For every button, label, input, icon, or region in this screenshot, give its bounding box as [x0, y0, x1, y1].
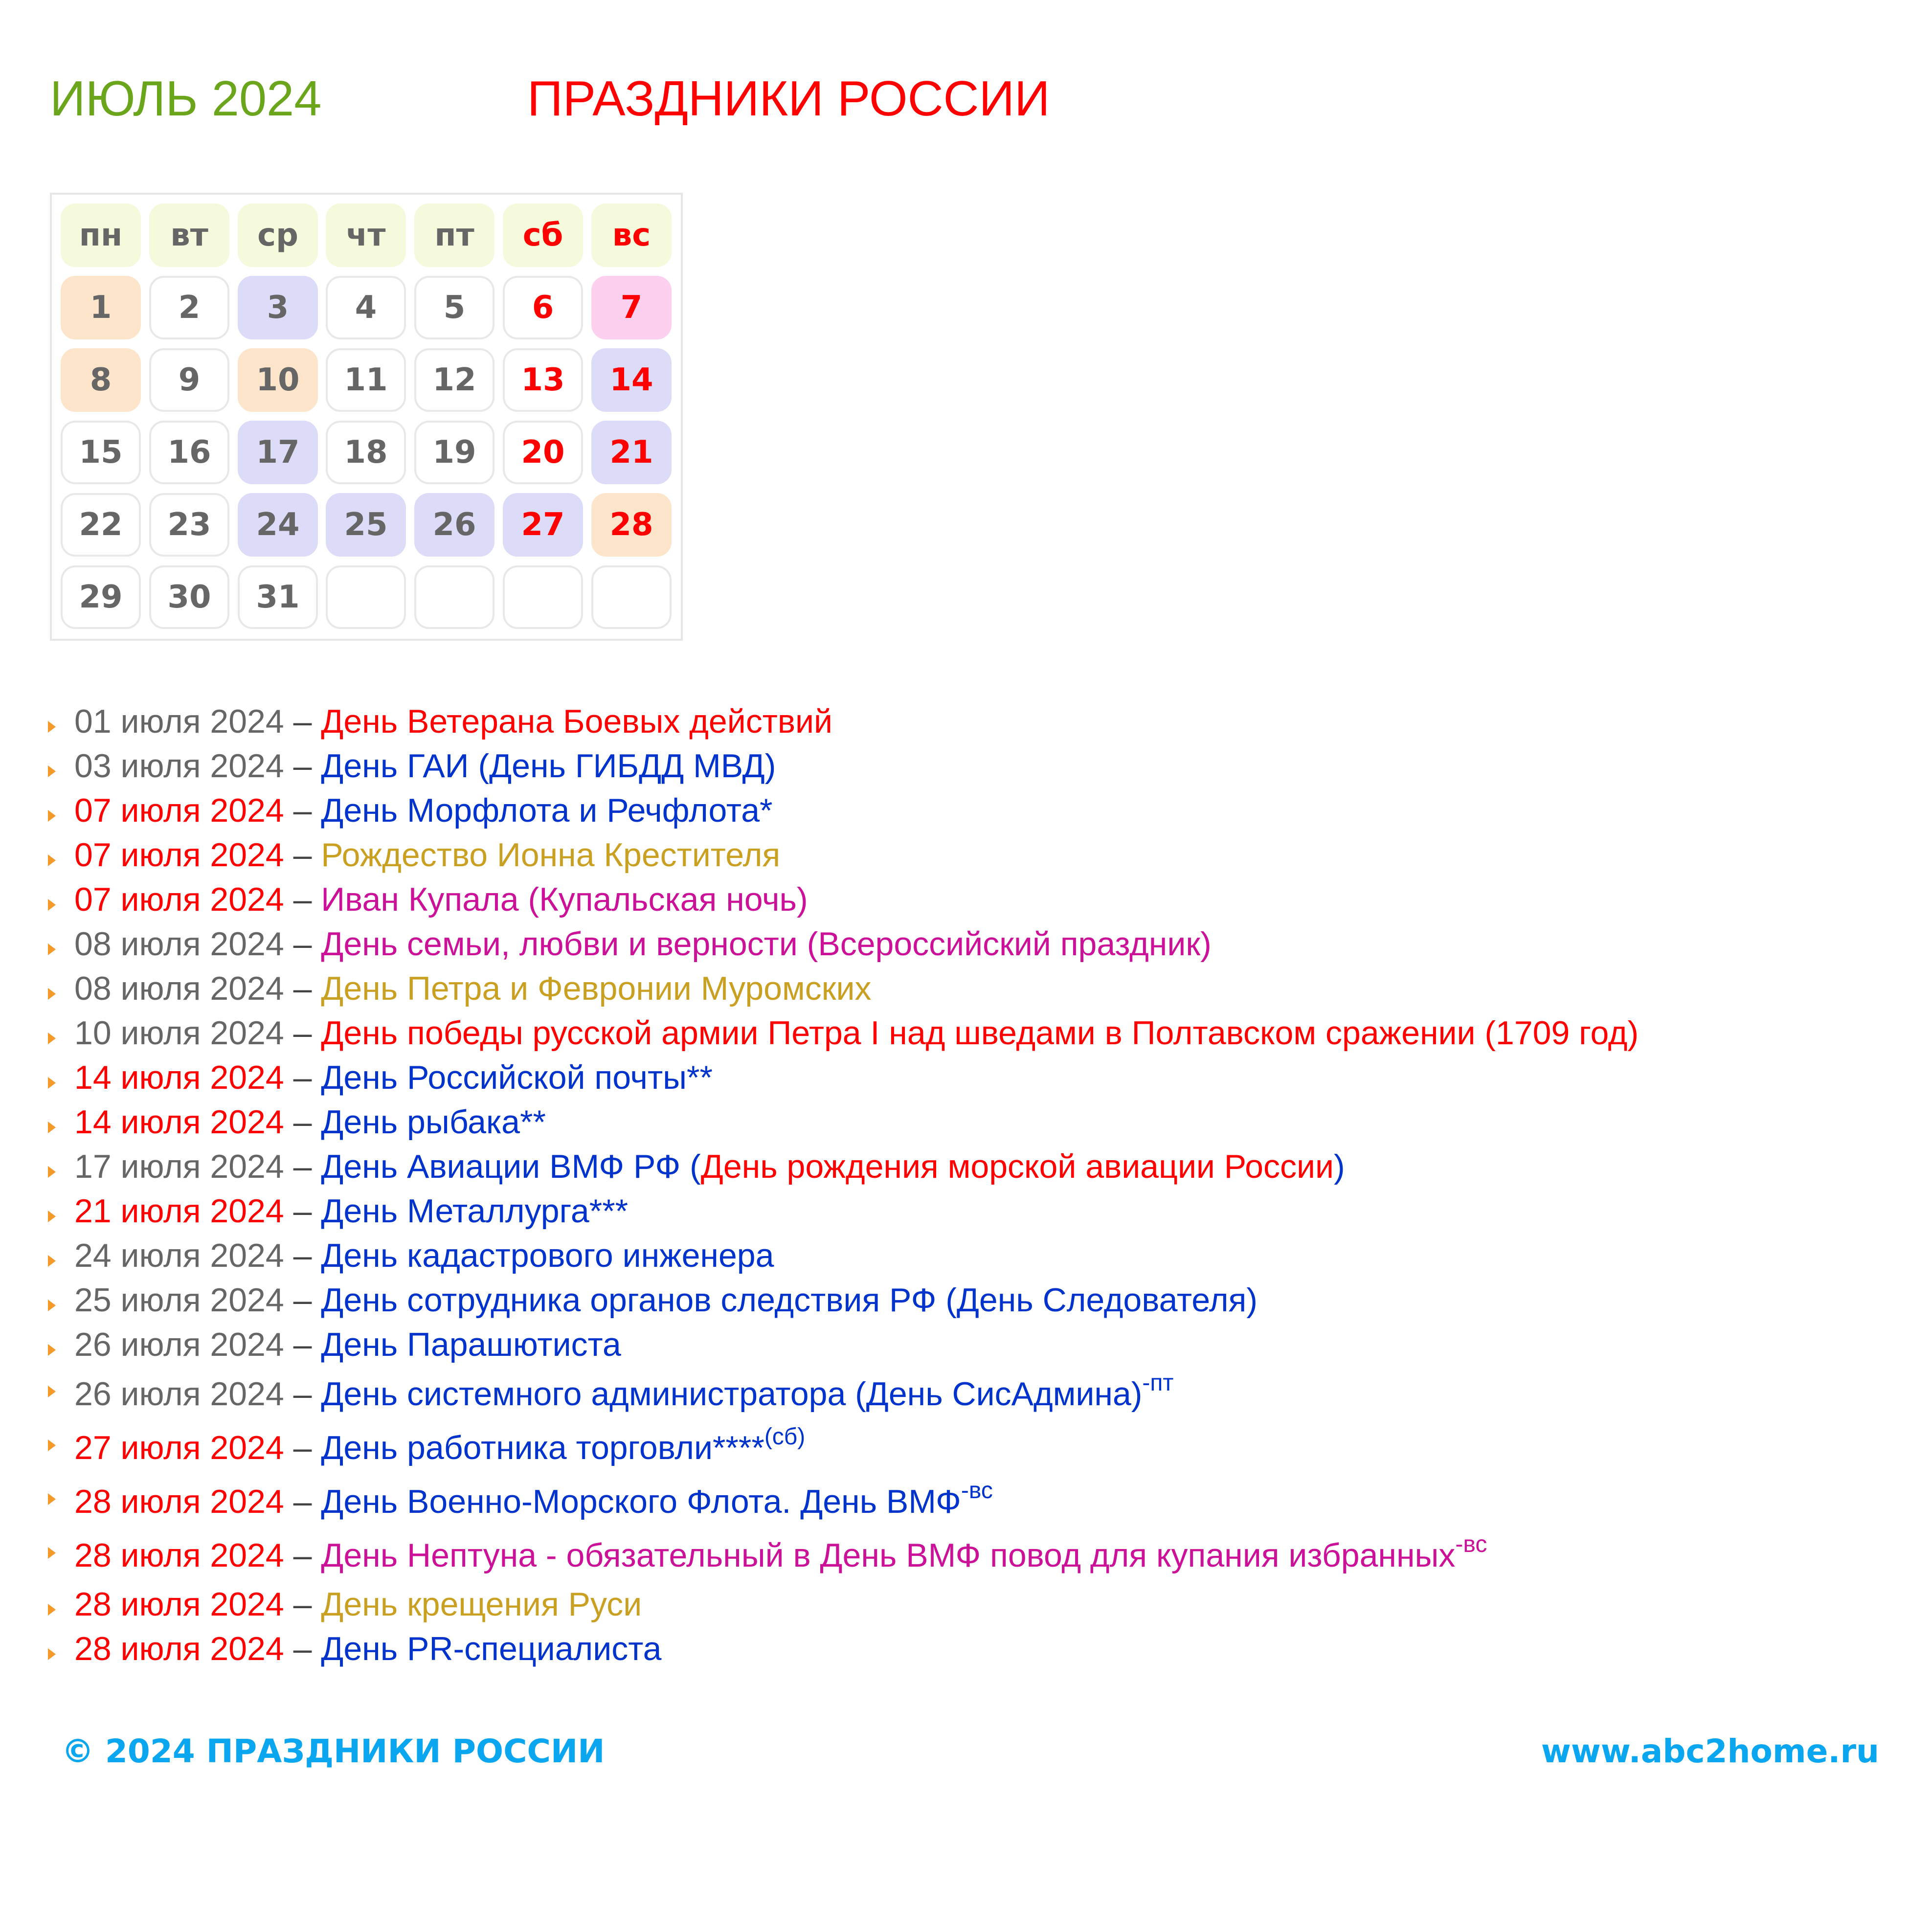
date-separator: – [284, 703, 321, 740]
bullet-arrow-icon [48, 1077, 56, 1089]
holiday-item [47, 1475, 1906, 1528]
holiday-date: 26 июля 2024 [74, 1326, 284, 1363]
holiday-item [47, 1100, 1906, 1145]
calendar-empty-cell [591, 565, 672, 629]
holiday-name: День рыбака** [321, 1103, 546, 1141]
weekday-header: вт [149, 203, 229, 267]
date-separator: – [284, 1148, 321, 1185]
bullet-arrow-icon [48, 1386, 56, 1397]
weekday-header: чт [326, 203, 406, 267]
date-separator: – [284, 1326, 321, 1363]
holiday-name: День крещения Руси [321, 1586, 642, 1623]
holiday-name: Иван Купала (Купальская ночь) [321, 881, 808, 918]
holiday-date: 01 июля 2024 [74, 703, 284, 740]
calendar-day[interactable]: 31 [238, 565, 318, 629]
bullet-arrow-icon [48, 1300, 56, 1311]
holiday-item [47, 1145, 1906, 1189]
holiday-note: -вс [961, 1478, 993, 1504]
calendar-day[interactable]: 29 [61, 565, 141, 629]
calendar-day[interactable]: 25 [326, 493, 406, 557]
holiday-name: День Петра и Февронии Муромских [321, 970, 872, 1007]
calendar-day[interactable]: 24 [238, 493, 318, 557]
holiday-item [47, 699, 1906, 744]
holiday-date: 28 июля 2024 [74, 1483, 284, 1520]
holiday-date: 07 июля 2024 [74, 881, 284, 918]
bullet-arrow-icon [48, 1255, 56, 1267]
holiday-name: День Морфлота и Речфлота* [321, 792, 773, 829]
date-separator: – [284, 970, 321, 1007]
holiday-item [47, 1528, 1906, 1582]
holiday-date: 07 июля 2024 [74, 836, 284, 874]
month-title: ИЮЛЬ 2024 [50, 71, 322, 126]
date-separator: – [284, 1630, 321, 1667]
holiday-date: 24 июля 2024 [74, 1237, 284, 1274]
holiday-date: 27 июля 2024 [74, 1429, 284, 1466]
holiday-name: День Авиации ВМФ РФ ( [321, 1148, 701, 1185]
bullet-arrow-icon [48, 1344, 56, 1356]
holiday-name: Рождество Ионна Крестителя [321, 836, 781, 874]
holiday-date: 28 июля 2024 [74, 1537, 284, 1574]
bullet-arrow-icon [48, 854, 56, 866]
holiday-item [47, 877, 1906, 922]
date-separator: – [284, 1192, 321, 1230]
holiday-item [47, 1011, 1906, 1056]
calendar-day[interactable]: 17 [238, 421, 318, 484]
weekday-header: вс [591, 203, 672, 267]
holiday-item [47, 1421, 1906, 1475]
date-separator: – [284, 1429, 321, 1466]
holiday-date: 28 июля 2024 [74, 1630, 284, 1667]
date-separator: – [284, 1103, 321, 1141]
calendar-day[interactable]: 30 [149, 565, 229, 629]
calendar-empty-cell [414, 565, 494, 629]
calendar-day[interactable]: 15 [61, 421, 141, 484]
bullet-arrow-icon [48, 1547, 56, 1559]
holiday-item [47, 1367, 1906, 1421]
calendar-day[interactable]: 23 [149, 493, 229, 557]
weekday-header: ср [238, 203, 318, 267]
page-title: ПРАЗДНИКИ РОССИИ [527, 71, 1050, 126]
date-separator: – [284, 836, 321, 874]
holiday-name: День кадастрового инженера [321, 1237, 774, 1274]
calendar-day[interactable]: 3 [238, 276, 318, 339]
holiday-item [47, 833, 1906, 877]
holiday-date: 28 июля 2024 [74, 1586, 284, 1623]
bullet-arrow-icon [48, 1439, 56, 1451]
bullet-arrow-icon [48, 1604, 56, 1616]
weekday-header: сб [503, 203, 583, 267]
calendar-day[interactable]: 1 [61, 276, 141, 339]
calendar-empty-cell [326, 565, 406, 629]
holiday-item [47, 1627, 1906, 1671]
holiday-note: -вс [1455, 1531, 1487, 1557]
holiday-date: 17 июля 2024 [74, 1148, 284, 1185]
holiday-note: -пт [1142, 1370, 1174, 1396]
calendar-day[interactable]: 12 [414, 348, 494, 412]
holiday-name: День рождения морской авиации России [700, 1148, 1334, 1185]
date-separator: – [284, 1537, 321, 1574]
bullet-arrow-icon [48, 1211, 56, 1222]
bullet-arrow-icon [48, 810, 56, 822]
date-separator: – [284, 792, 321, 829]
holiday-name: День Ветерана Боевых действий [321, 703, 832, 740]
date-separator: – [284, 881, 321, 918]
holiday-name: День Нептуна - обязательный в День ВМФ повод для купания избранных [321, 1537, 1456, 1574]
date-separator: – [284, 1586, 321, 1623]
holiday-date: 07 июля 2024 [74, 792, 284, 829]
holiday-name: День Российской почты** [321, 1059, 713, 1096]
holiday-name: День PR-специалиста [321, 1630, 662, 1667]
holiday-name: День победы русской армии Петра I над шведами в Полтавском сражении (1709 год) [321, 1014, 1639, 1052]
bullet-arrow-icon [48, 1648, 56, 1660]
calendar-day[interactable]: 2 [149, 276, 229, 339]
calendar-day[interactable]: 28 [591, 493, 672, 557]
calendar-day[interactable]: 20 [503, 421, 583, 484]
holiday-name: День ГАИ (День ГИБДД МВД) [321, 747, 776, 785]
holiday-note: (сб) [764, 1424, 806, 1450]
weekday-header: пн [61, 203, 141, 267]
holiday-date: 14 июля 2024 [74, 1103, 284, 1141]
holiday-name: День семьи, любви и верности (Всероссийский праздник) [321, 925, 1212, 963]
holiday-name: День сотрудника органов следствия РФ (День Следователя) [321, 1281, 1258, 1319]
calendar-day[interactable]: 4 [326, 276, 406, 339]
calendar-day[interactable]: 21 [591, 421, 672, 484]
calendar-day[interactable]: 16 [149, 421, 229, 484]
calendar-day[interactable]: 18 [326, 421, 406, 484]
holiday-date: 10 июля 2024 [74, 1014, 284, 1052]
calendar-day[interactable]: 26 [414, 493, 494, 557]
holiday-list [47, 699, 1906, 1671]
date-separator: – [284, 1237, 321, 1274]
bullet-arrow-icon [48, 765, 56, 777]
holiday-name: День работника торговли**** [321, 1429, 764, 1466]
calendar-day[interactable]: 8 [61, 348, 141, 412]
bullet-arrow-icon [48, 899, 56, 911]
holiday-date: 03 июля 2024 [74, 747, 284, 785]
holiday-name: День системного администратора (День СисАдмина) [321, 1375, 1143, 1413]
date-separator: – [284, 1014, 321, 1052]
holiday-date: 08 июля 2024 [74, 925, 284, 963]
date-separator: – [284, 747, 321, 785]
bullet-arrow-icon [48, 944, 56, 955]
holiday-item [47, 1234, 1906, 1278]
holiday-item [47, 744, 1906, 788]
calendar-day[interactable]: 7 [591, 276, 672, 339]
footer-copyright: © 2024 ПРАЗДНИКИ РОССИИ [62, 1732, 605, 1770]
date-separator: – [284, 925, 321, 963]
holiday-date: 21 июля 2024 [74, 1192, 284, 1230]
calendar-day[interactable]: 9 [149, 348, 229, 412]
holiday-date: 26 июля 2024 [74, 1375, 284, 1413]
holiday-name: День Военно-Морского Флота. День ВМФ [321, 1483, 961, 1520]
holiday-date: 14 июля 2024 [74, 1059, 284, 1096]
bullet-arrow-icon [48, 721, 56, 733]
holiday-item [47, 966, 1906, 1011]
calendar-day[interactable]: 13 [503, 348, 583, 412]
calendar-day[interactable]: 14 [591, 348, 672, 412]
holiday-item [47, 1582, 1906, 1627]
bullet-arrow-icon [48, 1166, 56, 1178]
calendar-day[interactable]: 6 [503, 276, 583, 339]
bullet-arrow-icon [48, 1493, 56, 1505]
date-separator: – [284, 1483, 321, 1520]
calendar-day[interactable]: 11 [326, 348, 406, 412]
date-separator: – [284, 1375, 321, 1413]
bullet-arrow-icon [48, 988, 56, 1000]
holiday-item [47, 1056, 1906, 1100]
footer-site-link[interactable]: www.abc2home.ru [1541, 1732, 1879, 1770]
calendar-day[interactable]: 27 [503, 493, 583, 557]
calendar-day[interactable]: 22 [61, 493, 141, 557]
holiday-item [47, 1189, 1906, 1234]
weekday-header: пт [414, 203, 494, 267]
holiday-name: День Металлурга*** [321, 1192, 629, 1230]
calendar-day[interactable]: 5 [414, 276, 494, 339]
holiday-item [47, 1278, 1906, 1323]
holiday-name: ) [1333, 1148, 1345, 1185]
holiday-date: 08 июля 2024 [74, 970, 284, 1007]
date-separator: – [284, 1059, 321, 1096]
bullet-arrow-icon [48, 1122, 56, 1133]
date-separator: – [284, 1281, 321, 1319]
bullet-arrow-icon [48, 1033, 56, 1044]
holiday-item [47, 788, 1906, 833]
holiday-name: День Парашютиста [321, 1326, 621, 1363]
holiday-date: 25 июля 2024 [74, 1281, 284, 1319]
holiday-item [47, 922, 1906, 966]
calendar-empty-cell [503, 565, 583, 629]
holiday-item [47, 1323, 1906, 1367]
calendar-day[interactable]: 19 [414, 421, 494, 484]
month-calendar [50, 193, 683, 641]
calendar-day[interactable]: 10 [238, 348, 318, 412]
